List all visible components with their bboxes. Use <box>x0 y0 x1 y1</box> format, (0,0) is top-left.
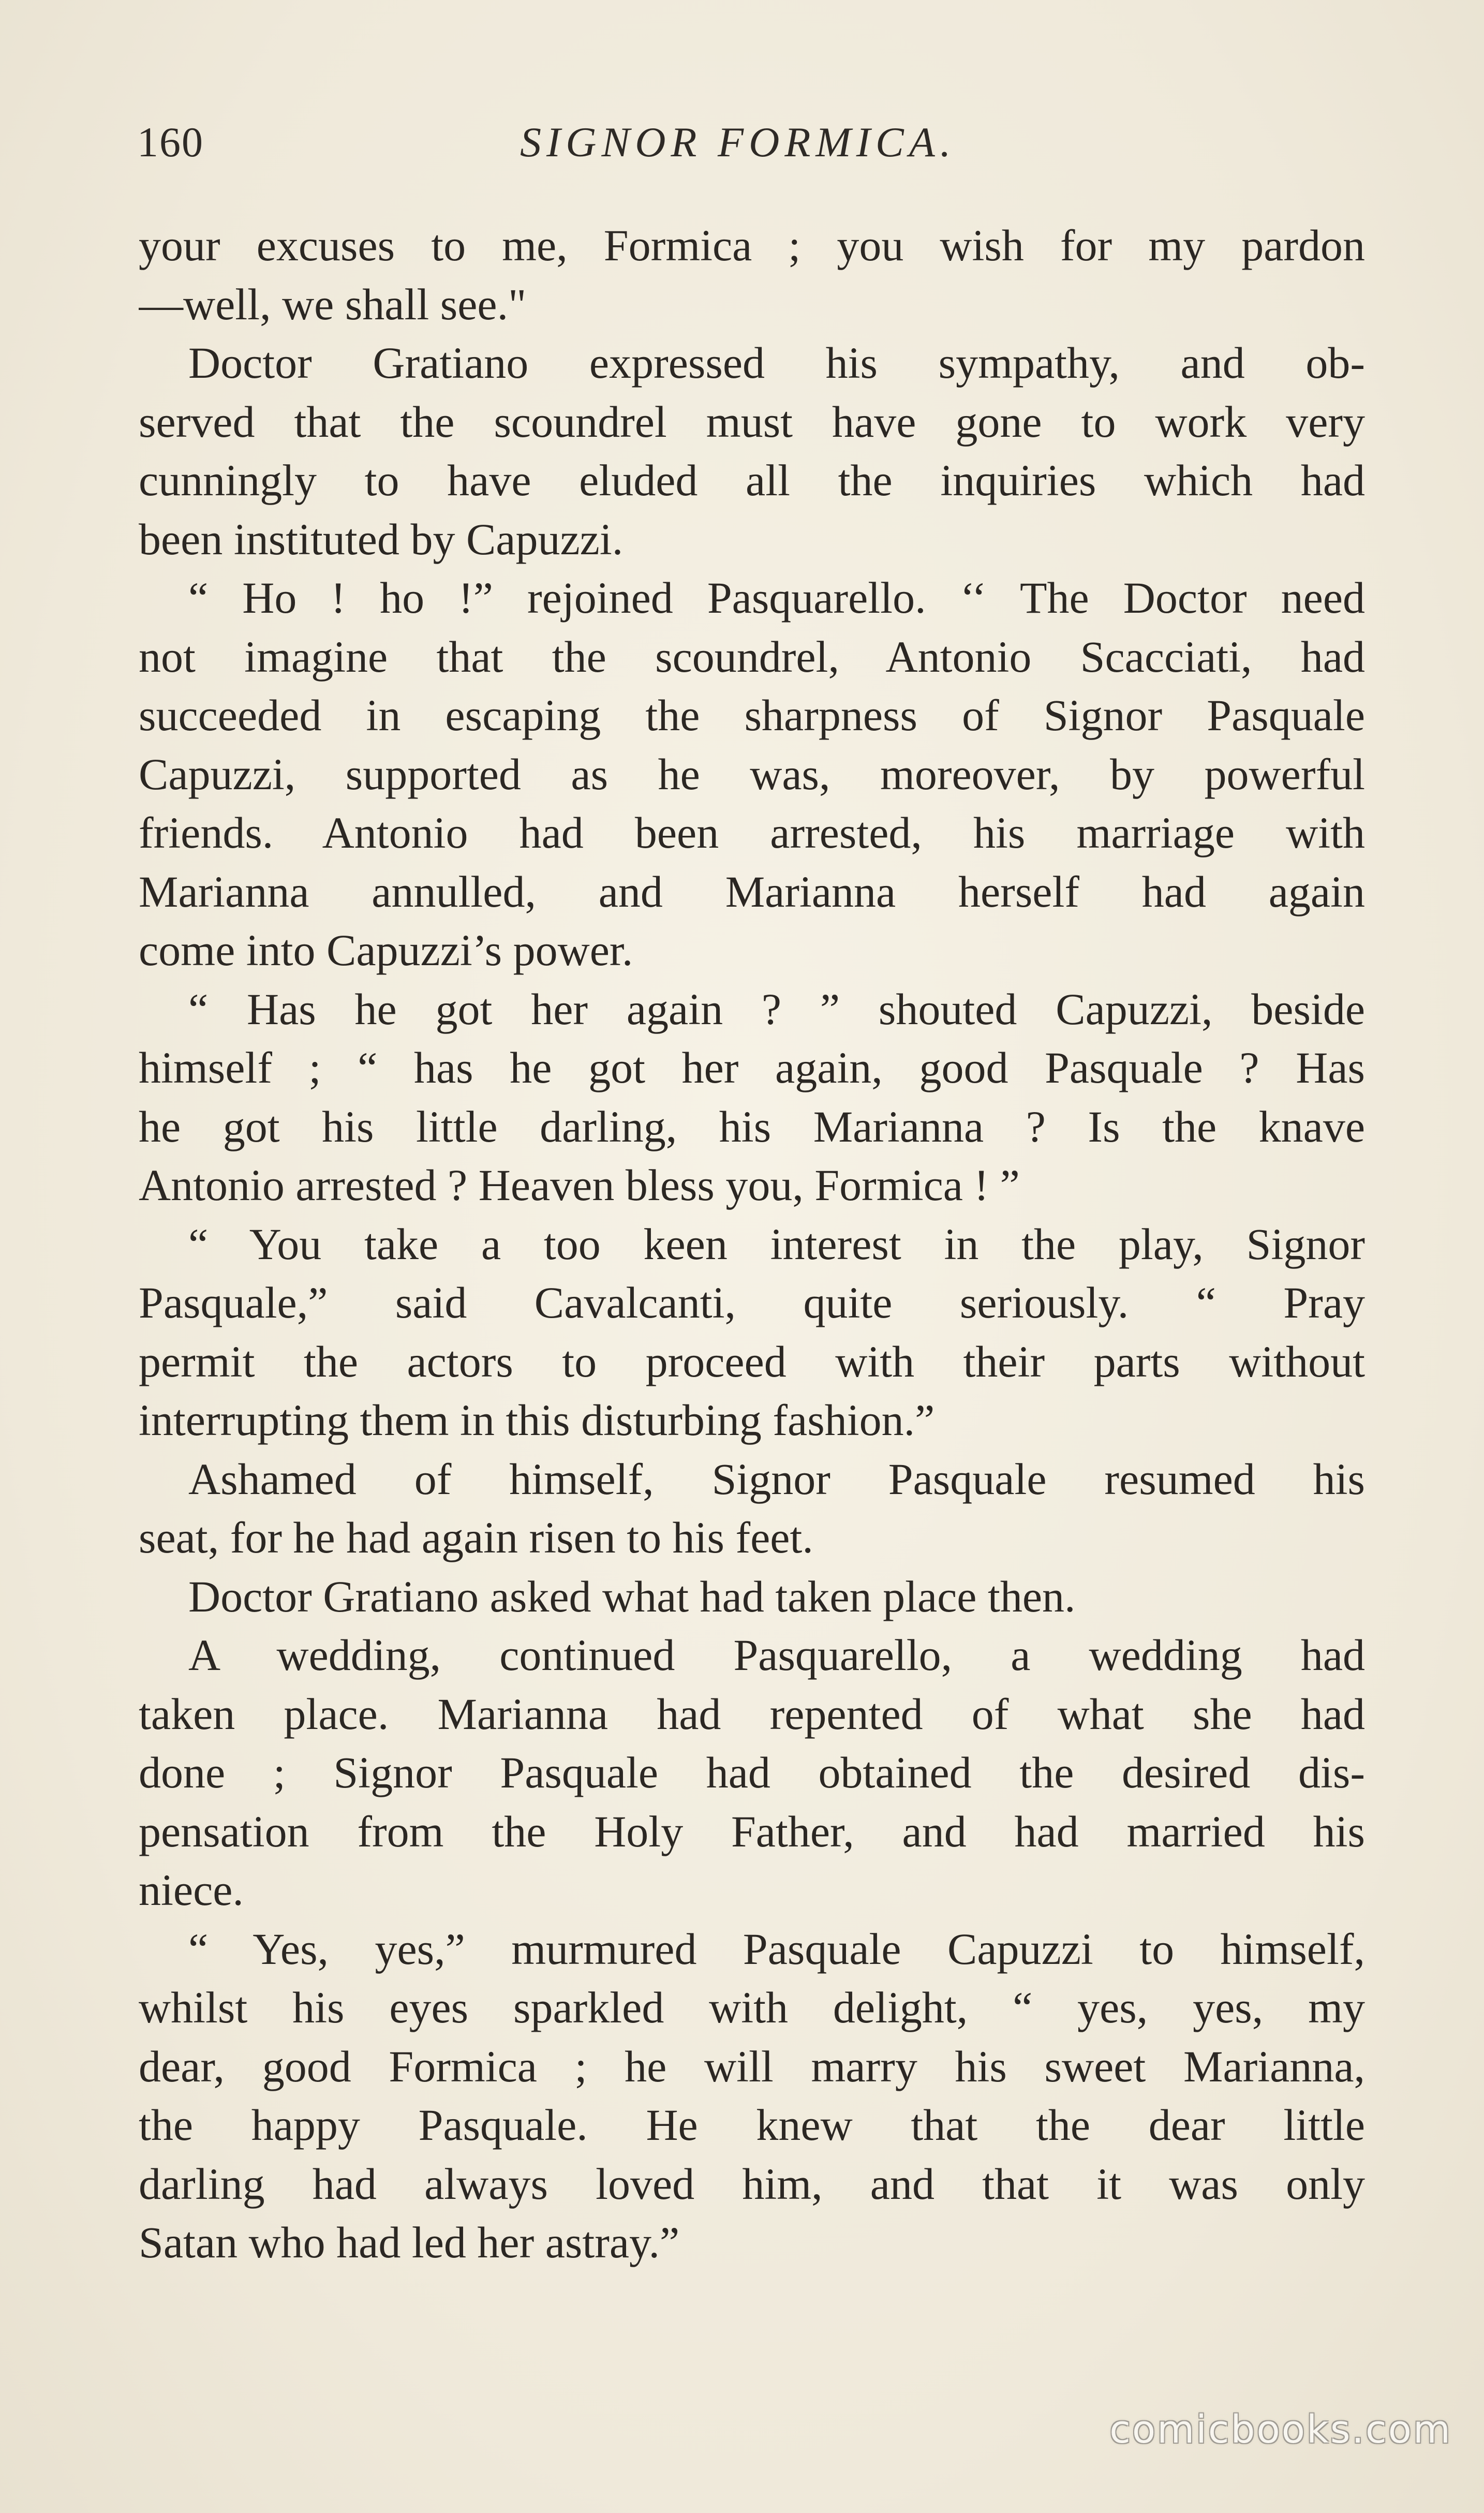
text-line: succeeded in escaping the sharpness of Signor Pasquale <box>139 690 1365 740</box>
text-line: Marianna annulled, and Marianna herself had again <box>139 866 1365 916</box>
running-title: SIGNOR FORMICA. <box>520 119 956 166</box>
text-line: darling had always loved him, and that it was only <box>139 2159 1365 2209</box>
text-line: himself ; “ has he got her again, good Pasquale ? Has <box>139 1043 1365 1092</box>
text-line: “ You take a too keen interest in the play, Signor <box>188 1219 1365 1269</box>
text-line: been instituted by Capuzzi. <box>139 514 624 564</box>
text-line: done ; Signor Pasquale had obtained the desired dis- <box>139 1748 1365 1797</box>
text-line: come into Capuzzi’s power. <box>139 925 633 975</box>
text-line: interrupting them in this disturbing fashion.” <box>139 1395 935 1445</box>
text-line: Ashamed of himself, Signor Pasquale resumed his <box>188 1454 1365 1504</box>
text-line: —well, we shall see." <box>139 279 527 329</box>
text-line: seat, for he had again risen to his feet. <box>139 1513 813 1562</box>
text-line: Doctor Gratiano asked what had taken place then. <box>188 1571 1076 1621</box>
text-line: Satan who had led her astray.” <box>139 2218 680 2267</box>
text-line: Pasquale,” said Cavalcanti, quite seriously. “ Pray <box>139 1278 1365 1327</box>
text-line: not imagine that the scoundrel, Antonio Scacciati, had <box>139 631 1365 682</box>
text-line: whilst his eyes sparkled with delight, “ yes, yes, my <box>139 1983 1365 2032</box>
text-line: taken place. Marianna had repented of what she had <box>139 1689 1365 1739</box>
text-line: permit the actors to proceed with their parts without <box>139 1336 1365 1386</box>
text-line: the happy Pasquale. He knew that the dear little <box>139 2100 1365 2150</box>
body-text <box>139 216 1365 2272</box>
text-line: “ Ho ! ho !” rejoined Pasquarello. ‘‘ The Doctor need <box>188 573 1365 623</box>
text-line: Doctor Gratiano expressed his sympathy, and ob- <box>188 338 1365 388</box>
page-header <box>137 118 1363 175</box>
text-line: cunningly to have eluded all the inquiries which had <box>139 455 1365 505</box>
watermark: comicbooks.com <box>1109 2407 1452 2452</box>
text-line: “ Has he got her again ? ” shouted Capuzzi, beside <box>188 984 1365 1034</box>
text-line: niece. <box>139 1865 244 1915</box>
text-line: pensation from the Holy Father, and had married his <box>139 1806 1365 1856</box>
text-line: Capuzzi, supported as he was, moreover, by powerful <box>139 749 1365 799</box>
text-line: your excuses to me, Formica ; you wish for my pardon <box>139 220 1365 270</box>
text-line: friends. Antonio had been arrested, his marriage with <box>139 808 1365 858</box>
text-line: served that the scoundrel must have gone to work very <box>139 396 1365 447</box>
text-line: A wedding, continued Pasquarello, a wedding had <box>188 1630 1365 1680</box>
text-line: Antonio arrested ? Heaven bless you, Formica ! ” <box>139 1160 1020 1210</box>
page-number: 160 <box>137 119 204 166</box>
text-line: “ Yes, yes,” murmured Pasquale Capuzzi to himself, <box>188 1924 1365 1974</box>
text-line: he got his little darling, his Marianna ? Is the knave <box>139 1101 1365 1151</box>
text-line: dear, good Formica ; he will marry his sweet Marianna, <box>139 2041 1365 2091</box>
